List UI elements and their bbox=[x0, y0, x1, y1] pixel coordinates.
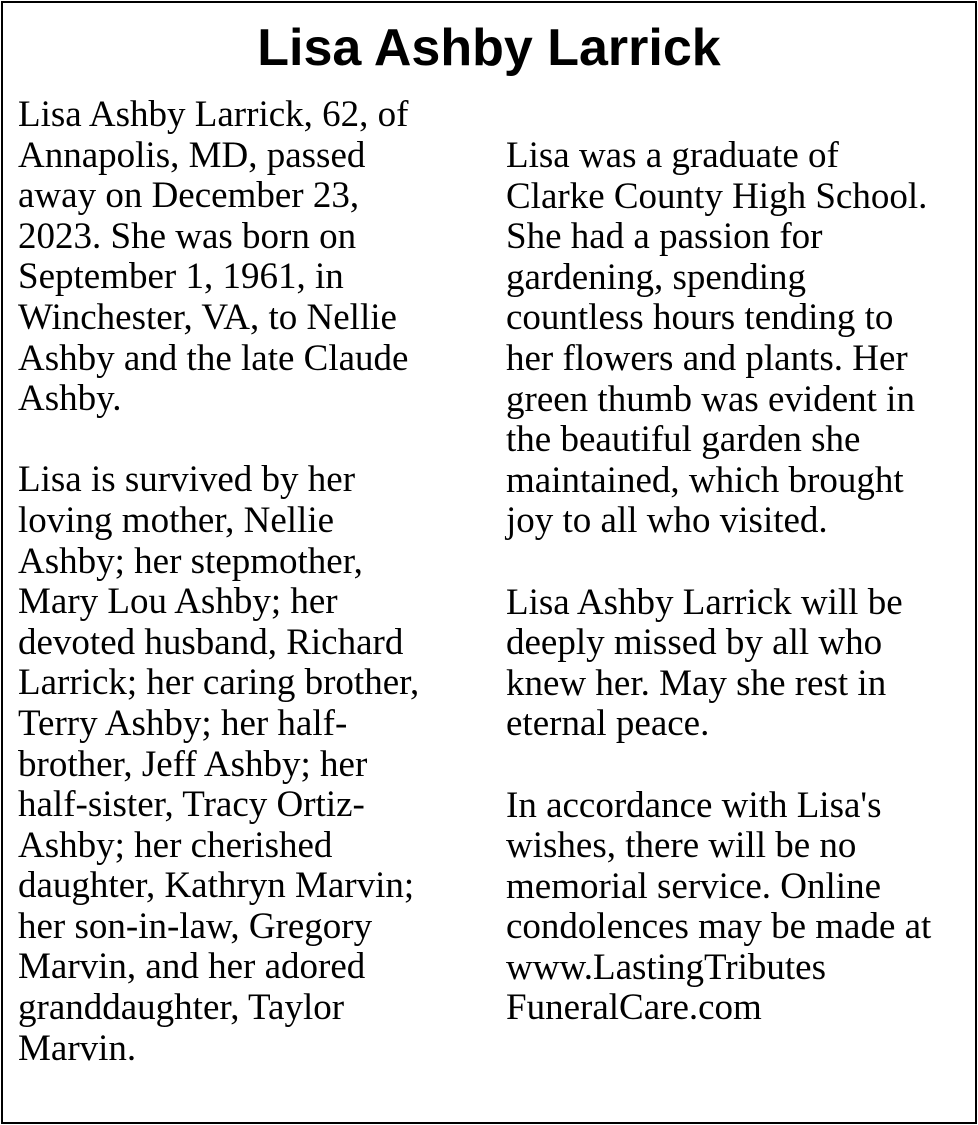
text-line: September 1, 1961, in bbox=[18, 256, 344, 298]
text-line: memorial service. Online bbox=[506, 865, 882, 907]
right-column bbox=[506, 136, 931, 1070]
text-line: joy to all who visited. bbox=[506, 500, 828, 542]
text-line: deeply missed by all who bbox=[506, 622, 883, 664]
paragraph bbox=[506, 786, 931, 1030]
text-line: Lisa was a graduate of bbox=[506, 135, 839, 176]
paragraph bbox=[18, 460, 419, 1069]
text-line: half-sister, Tracy Ortiz- bbox=[18, 784, 365, 826]
text-line: Ashby; her cherished bbox=[18, 824, 333, 866]
obituary-title: Lisa Ashby Larrick bbox=[257, 19, 721, 77]
text-line: She had a passion for bbox=[506, 216, 823, 258]
text-line: Lisa Ashby Larrick, 62, of bbox=[18, 94, 409, 135]
text-line: 2023. She was born on bbox=[18, 215, 357, 257]
text-line: Clarke County High School. bbox=[506, 175, 928, 217]
text-line: her son-in-law, Gregory bbox=[18, 905, 373, 947]
text-line: away on December 23, bbox=[18, 175, 360, 217]
text-line: countless hours tending to bbox=[506, 297, 894, 339]
text-line: Ashby and the late Claude bbox=[18, 337, 409, 379]
text-line: Winchester, VA, to Nellie bbox=[18, 296, 397, 338]
text-line: Terry Ashby; her half- bbox=[18, 702, 348, 744]
text-line: Lisa is survived by her bbox=[18, 459, 356, 501]
text-line: www.LastingTributes bbox=[506, 946, 826, 988]
text-line: In accordance with Lisa's bbox=[506, 784, 882, 826]
text-line: Ashby; her stepmother, bbox=[18, 540, 363, 582]
text-line: Ashby. bbox=[18, 378, 122, 420]
text-line: loving mother, Nellie bbox=[18, 499, 335, 541]
text-line: condolences may be made at bbox=[506, 906, 932, 948]
text-line: Annapolis, MD, passed bbox=[18, 134, 366, 176]
text-line: maintained, which brought bbox=[506, 459, 904, 501]
left-column bbox=[18, 95, 419, 1110]
text-line: granddaughter, Taylor bbox=[18, 987, 345, 1029]
text-line: Larrick; her caring brother, bbox=[18, 662, 420, 704]
text-line: the beautiful garden she bbox=[506, 419, 861, 461]
text-line: her flowers and plants. Her bbox=[506, 337, 908, 379]
paragraph bbox=[18, 95, 419, 420]
text-line: daughter, Kathryn Marvin; bbox=[18, 865, 415, 907]
text-line: brother, Jeff Ashby; her bbox=[18, 743, 368, 785]
text-line: eternal peace. bbox=[506, 703, 710, 745]
text-line: gardening, spending bbox=[506, 256, 807, 298]
text-line: knew her. May she rest in bbox=[506, 662, 887, 704]
text-line: Mary Lou Ashby; her bbox=[18, 581, 338, 623]
text-line: wishes, there will be no bbox=[506, 825, 857, 867]
text-line: devoted husband, Richard bbox=[18, 621, 404, 663]
text-line: Marvin, and her adored bbox=[18, 946, 366, 988]
text-line: FuneralCare.com bbox=[506, 987, 762, 1029]
text-line: Lisa Ashby Larrick will be bbox=[506, 581, 903, 623]
text-line: green thumb was evident in bbox=[506, 378, 915, 420]
text-line: Marvin. bbox=[18, 1027, 137, 1069]
paragraph bbox=[506, 136, 931, 542]
paragraph bbox=[506, 583, 931, 745]
